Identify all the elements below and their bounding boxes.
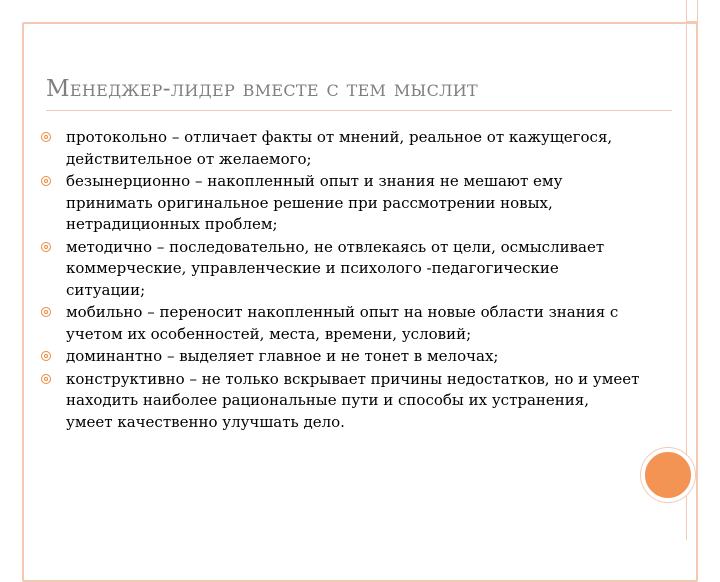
corner-decoration <box>686 0 698 22</box>
bullet-icon <box>41 176 51 186</box>
title-underline <box>46 110 672 111</box>
slide-title: Менеджер-лидер вместе с тем мыслит <box>46 76 478 102</box>
bullet-icon <box>41 351 51 361</box>
bullet-icon <box>41 242 51 252</box>
list-item <box>40 346 640 368</box>
bullet-icon <box>41 307 51 317</box>
list-item-text: мобильно – переносит накопленный опыт на новые области знания с учетом их особенностей, места, времени, условий; <box>66 303 619 343</box>
bullet-icon <box>41 132 51 142</box>
list-item <box>40 237 640 302</box>
list-item-text: протокольно – отличает факты от мнений, реальное от кажущегося, действительное от желаемого; <box>66 128 613 168</box>
list-item <box>40 171 640 236</box>
list-item-text: доминантно – выделяет главное и не тонет в мелочах; <box>66 347 499 365</box>
list-item <box>40 302 640 345</box>
decorative-circle <box>641 448 695 502</box>
list-item-text: конструктивно – не только вскрывает причины недостатков, но и умеет находить наиболее рациональные пути и способы их устранения, умеет качественно улучшать дело. <box>66 369 640 431</box>
list-item <box>40 127 640 170</box>
list-item-text: методично – последовательно, не отвлекаясь от цели, осмысливает коммерческие, управленческие и психолого -педагогические ситуации; <box>66 237 605 299</box>
list-item-text: безынерционно – накопленный опыт и знания не мешают ему принимать оригинальное решение при рассмотрении новых, нетрадиционных проблем; <box>66 172 563 233</box>
bullet-list <box>40 127 640 434</box>
bullet-icon <box>41 374 51 384</box>
list-item <box>40 369 640 434</box>
